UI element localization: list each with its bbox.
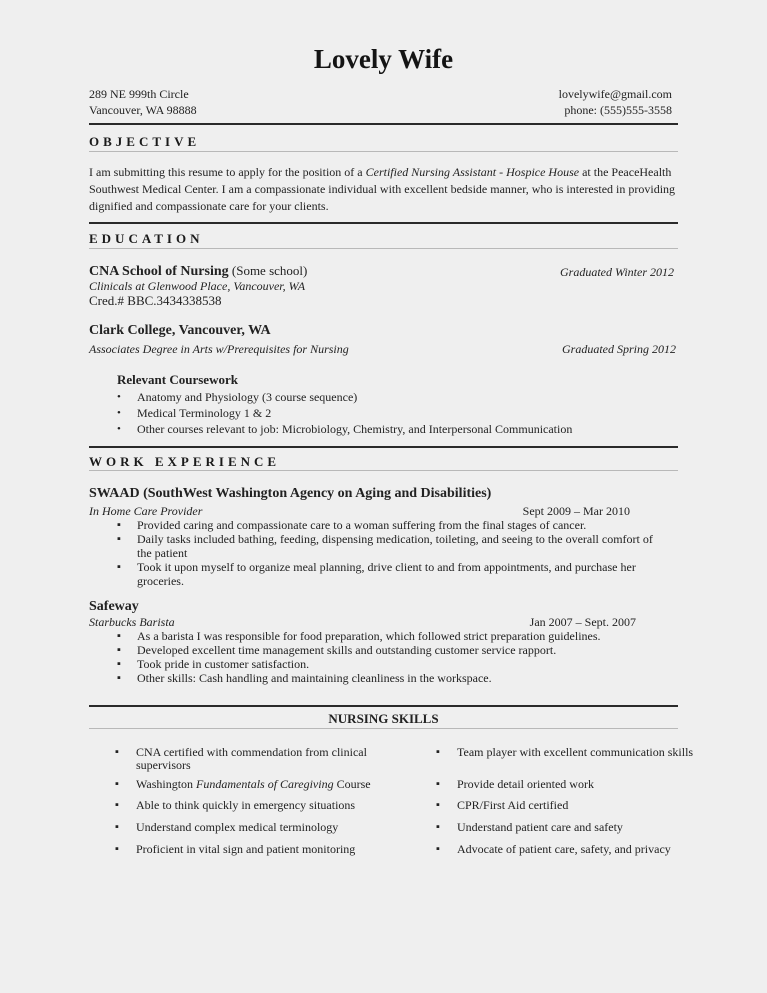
- list-item: ▪ Daily tasks included bathing, feeding, dispensing medication, toileting, and seeing to the overall comfort of the patient: [117, 532, 657, 560]
- objective-position: Certified Nursing Assistant - Hospice House: [365, 165, 580, 179]
- bullet-icon: ▪: [115, 799, 119, 811]
- school-2-name: Clark College, Vancouver, WA: [89, 323, 271, 338]
- job-1-bullets: [117, 518, 657, 588]
- skill-text: Understand patient care and safety: [457, 820, 623, 834]
- list-item: ▪ As a barista I was responsible for food preparation, which followed strict preparation guidelines.: [117, 629, 657, 643]
- bullet-icon: ▪: [115, 843, 119, 855]
- job-1-title: In Home Care Provider: [89, 504, 203, 518]
- list-item: ▪ Provided caring and compassionate care to a woman suffering from the final stages of cancer.: [117, 518, 657, 532]
- section-rule: [89, 446, 678, 448]
- section-subrule: [89, 151, 678, 152]
- skill-text: Provide detail oriented work: [457, 777, 594, 791]
- section-rule: [89, 705, 678, 707]
- job-2-dates: Jan 2007 – Sept. 2007: [529, 615, 636, 629]
- work-heading: WORK EXPERIENCE: [89, 454, 281, 469]
- bullet-icon: ▪: [115, 821, 119, 833]
- bullet-icon: ▪: [436, 799, 440, 811]
- job-1-dates: Sept 2009 – Mar 2010: [522, 504, 630, 518]
- section-rule: [89, 123, 678, 125]
- phone: phone: (555)555-3558: [564, 103, 672, 117]
- skill-text: CNA certified with commendation from clinical supervisors: [136, 745, 367, 772]
- list-item: • Anatomy and Physiology (3 course sequence): [117, 390, 677, 404]
- school-1-clinicals: Clinicals at Glenwood Place, Vancouver, WA: [89, 279, 306, 293]
- school-2-degree: Associates Degree in Arts w/Prerequisites for Nursing: [89, 342, 349, 356]
- coursework-list: [117, 390, 677, 436]
- section-rule: [89, 222, 678, 224]
- school-1: [89, 263, 307, 279]
- school-2-date: Graduated Spring 2012: [562, 342, 676, 356]
- skill-text-italic: Fundamentals of Caregiving: [196, 777, 334, 791]
- skill-text: Understand complex medical terminology: [136, 820, 339, 834]
- list-item: ▪ Took it upon myself to organize meal planning, drive client to and from appointments, and purchase her groceries.: [117, 560, 657, 588]
- job-2-bullets: [117, 629, 657, 685]
- list-item: • Medical Terminology 1 & 2: [117, 406, 677, 420]
- objective-text: [89, 164, 681, 215]
- bullet-icon: ▪: [115, 746, 119, 758]
- objective-text-part2: at the PeaceHealth Southwest Medical Center. I am a compassionate individual with excellent bedside manner, who is interested in providing dignified and compassionate care for your clients.: [89, 165, 676, 213]
- section-subrule: [89, 728, 678, 729]
- school-1-note: (Some school): [228, 263, 308, 278]
- list-item: ▪ Developed excellent time management skills and outstanding customer service rapport.: [117, 643, 657, 657]
- address-line-1: 289 NE 999th Circle: [89, 87, 189, 101]
- skills-heading: NURSING SKILLS: [328, 711, 439, 726]
- section-subrule: [89, 470, 678, 471]
- bullet-icon: ▪: [115, 778, 119, 790]
- skill-text-part: Course: [333, 777, 371, 791]
- skill-text: Advocate of patient care, safety, and privacy: [457, 842, 671, 856]
- address-line-2: Vancouver, WA 98888: [89, 103, 197, 117]
- school-1-name: CNA School of Nursing: [89, 264, 229, 279]
- applicant-name: Lovely Wife: [313, 44, 454, 74]
- list-item: • Other courses relevant to job: Microbiology, Chemistry, and Interpersonal Communication: [117, 422, 677, 436]
- skill-text: Team player with excellent communication skills: [457, 745, 694, 759]
- list-item: ▪ Other skills: Cash handling and maintaining cleanliness in the workspace.: [117, 671, 657, 685]
- school-1-credential: Cred.# BBC.3434338538: [89, 293, 222, 308]
- job-2-employer: Safeway: [89, 599, 139, 614]
- school-1-date: Graduated Winter 2012: [560, 265, 674, 279]
- objective-heading: OBJECTIVE: [89, 134, 201, 149]
- section-subrule: [89, 248, 678, 249]
- job-2-title: Starbucks Barista: [89, 615, 175, 629]
- bullet-icon: ▪: [436, 746, 440, 758]
- objective-text-part1: I am submitting this resume to apply for the position of a: [89, 165, 366, 179]
- list-item: ▪ Took pride in customer satisfaction.: [117, 657, 657, 671]
- bullet-icon: ▪: [436, 821, 440, 833]
- skill-text: Proficient in vital sign and patient monitoring: [136, 842, 356, 856]
- skill-text: Able to think quickly in emergency situations: [136, 798, 356, 812]
- skill-text: [136, 778, 386, 791]
- coursework-title: Relevant Coursework: [117, 372, 238, 387]
- bullet-icon: ▪: [436, 778, 440, 790]
- job-1-employer: SWAAD (SouthWest Washington Agency on Aging and Disabilities): [89, 486, 492, 501]
- email: lovelywife@gmail.com: [558, 87, 672, 101]
- education-heading: EDUCATION: [89, 231, 204, 246]
- bullet-icon: ▪: [436, 843, 440, 855]
- skill-text: CPR/First Aid certified: [457, 798, 569, 812]
- skill-text-part: Washington: [136, 777, 197, 791]
